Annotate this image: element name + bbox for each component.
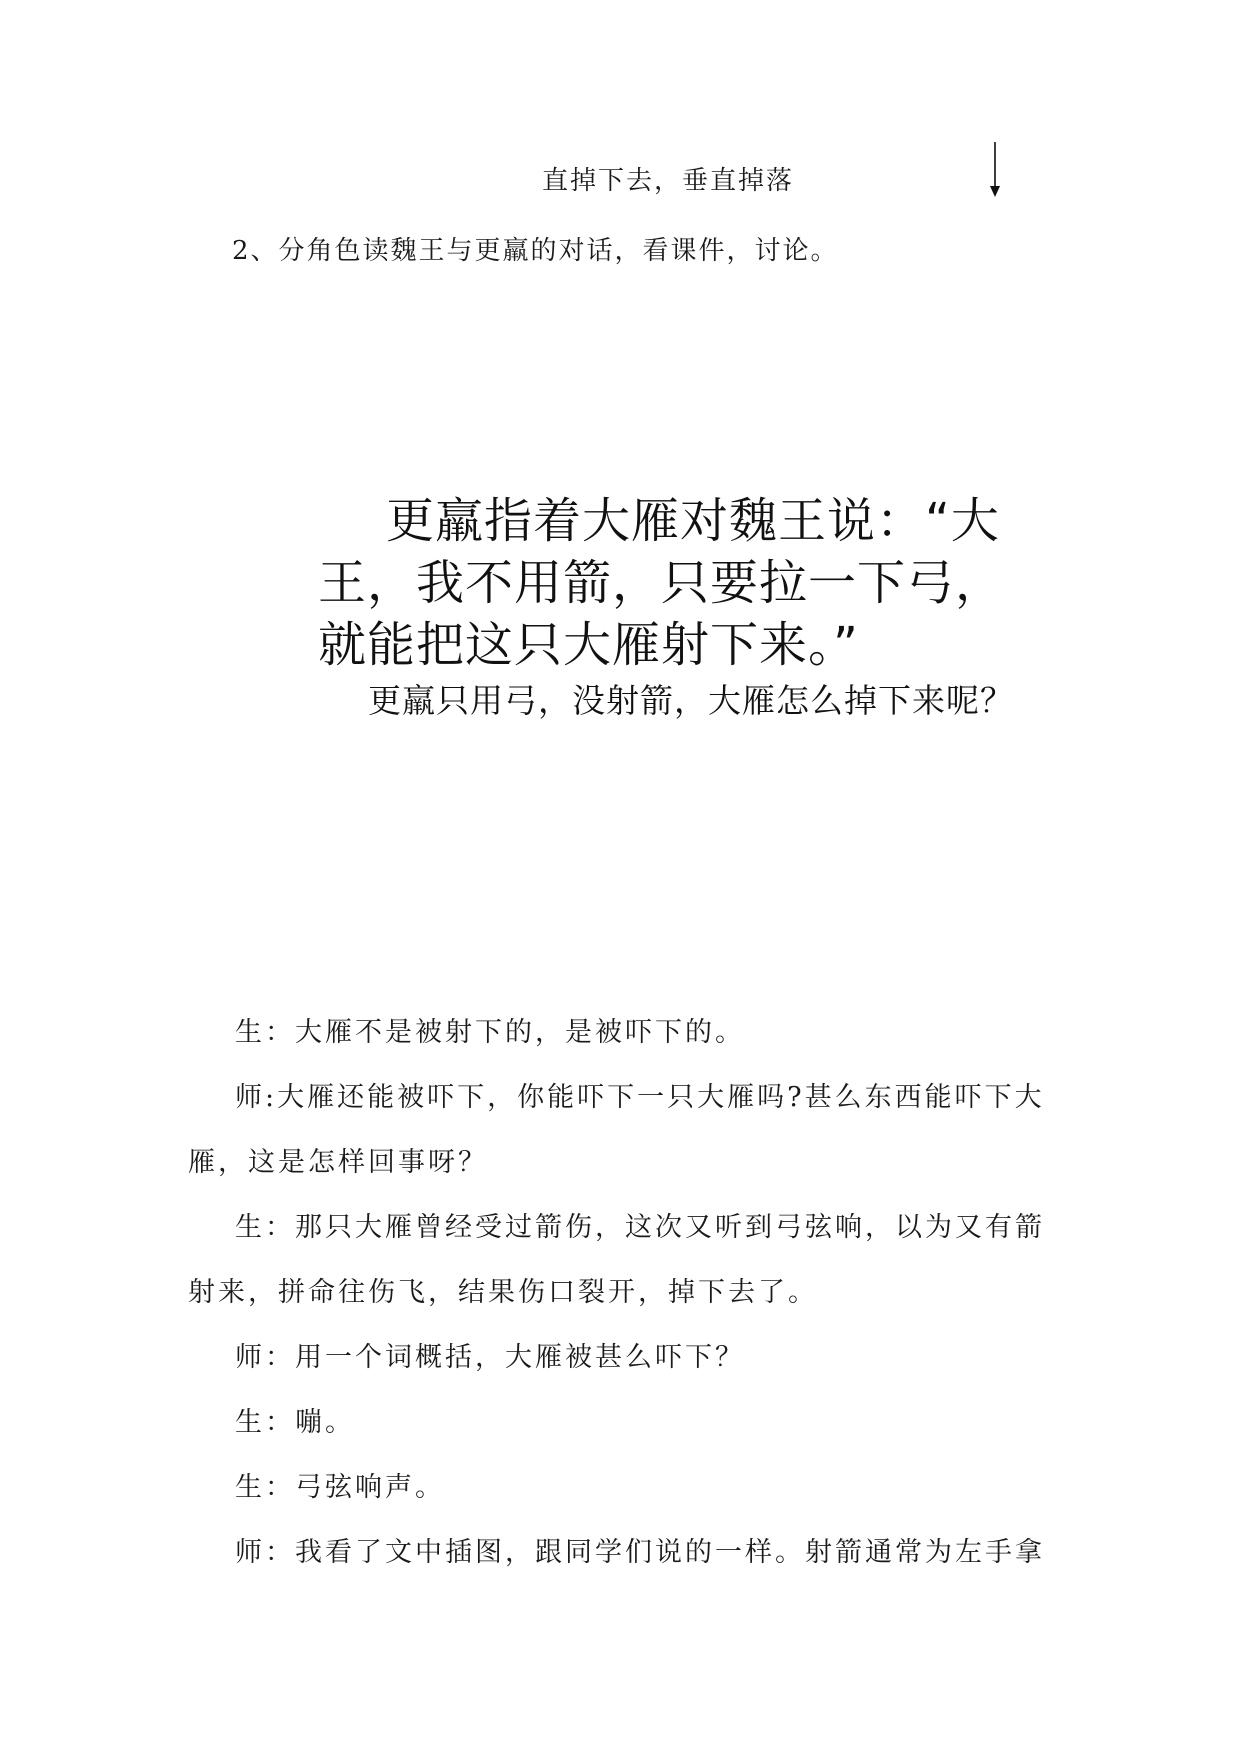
classroom-dialogue bbox=[188, 1000, 1048, 1585]
dialogue-line: 生：嘣。 bbox=[235, 1407, 355, 1438]
slide-quote: 更羸指着大雁对魏王说：“大王，我不用箭，只要拉一下弓，就能把这只大雁射下来。” bbox=[318, 493, 1005, 673]
slide-question: 更羸只用弓，没射箭，大雁怎么掉下来呢？ bbox=[368, 681, 1014, 720]
dialogue-line: 师:大雁还能被吓下，你能吓下一只大雁吗?甚么东西能吓下大雁，这是怎样回事呀？ bbox=[188, 1082, 1045, 1178]
down-arrow-icon bbox=[988, 142, 1002, 198]
falling-phrase: 直掉下去，垂直掉落 bbox=[542, 166, 795, 196]
courseware-slide bbox=[318, 490, 1048, 722]
dialogue-line: 师：我看了文中插图，跟同学们说的一样。射箭通常为左手拿 bbox=[235, 1537, 1045, 1568]
discussion-instruction: 2、分角色读魏王与更羸的对话，看课件，讨论。 bbox=[232, 236, 839, 266]
dialogue-line: 生：弓弦响声。 bbox=[235, 1472, 445, 1503]
dialogue-line: 生：那只大雁曾经受过箭伤，这次又听到弓弦响，以为又有箭射来，拼命往伤飞，结果伤口裂开，掉下去了。 bbox=[188, 1212, 1045, 1308]
dialogue-line: 师：用一个词概括，大雁被甚么吓下？ bbox=[235, 1342, 745, 1373]
dialogue-line: 生：大雁不是被射下的，是被吓下的。 bbox=[235, 1017, 745, 1048]
